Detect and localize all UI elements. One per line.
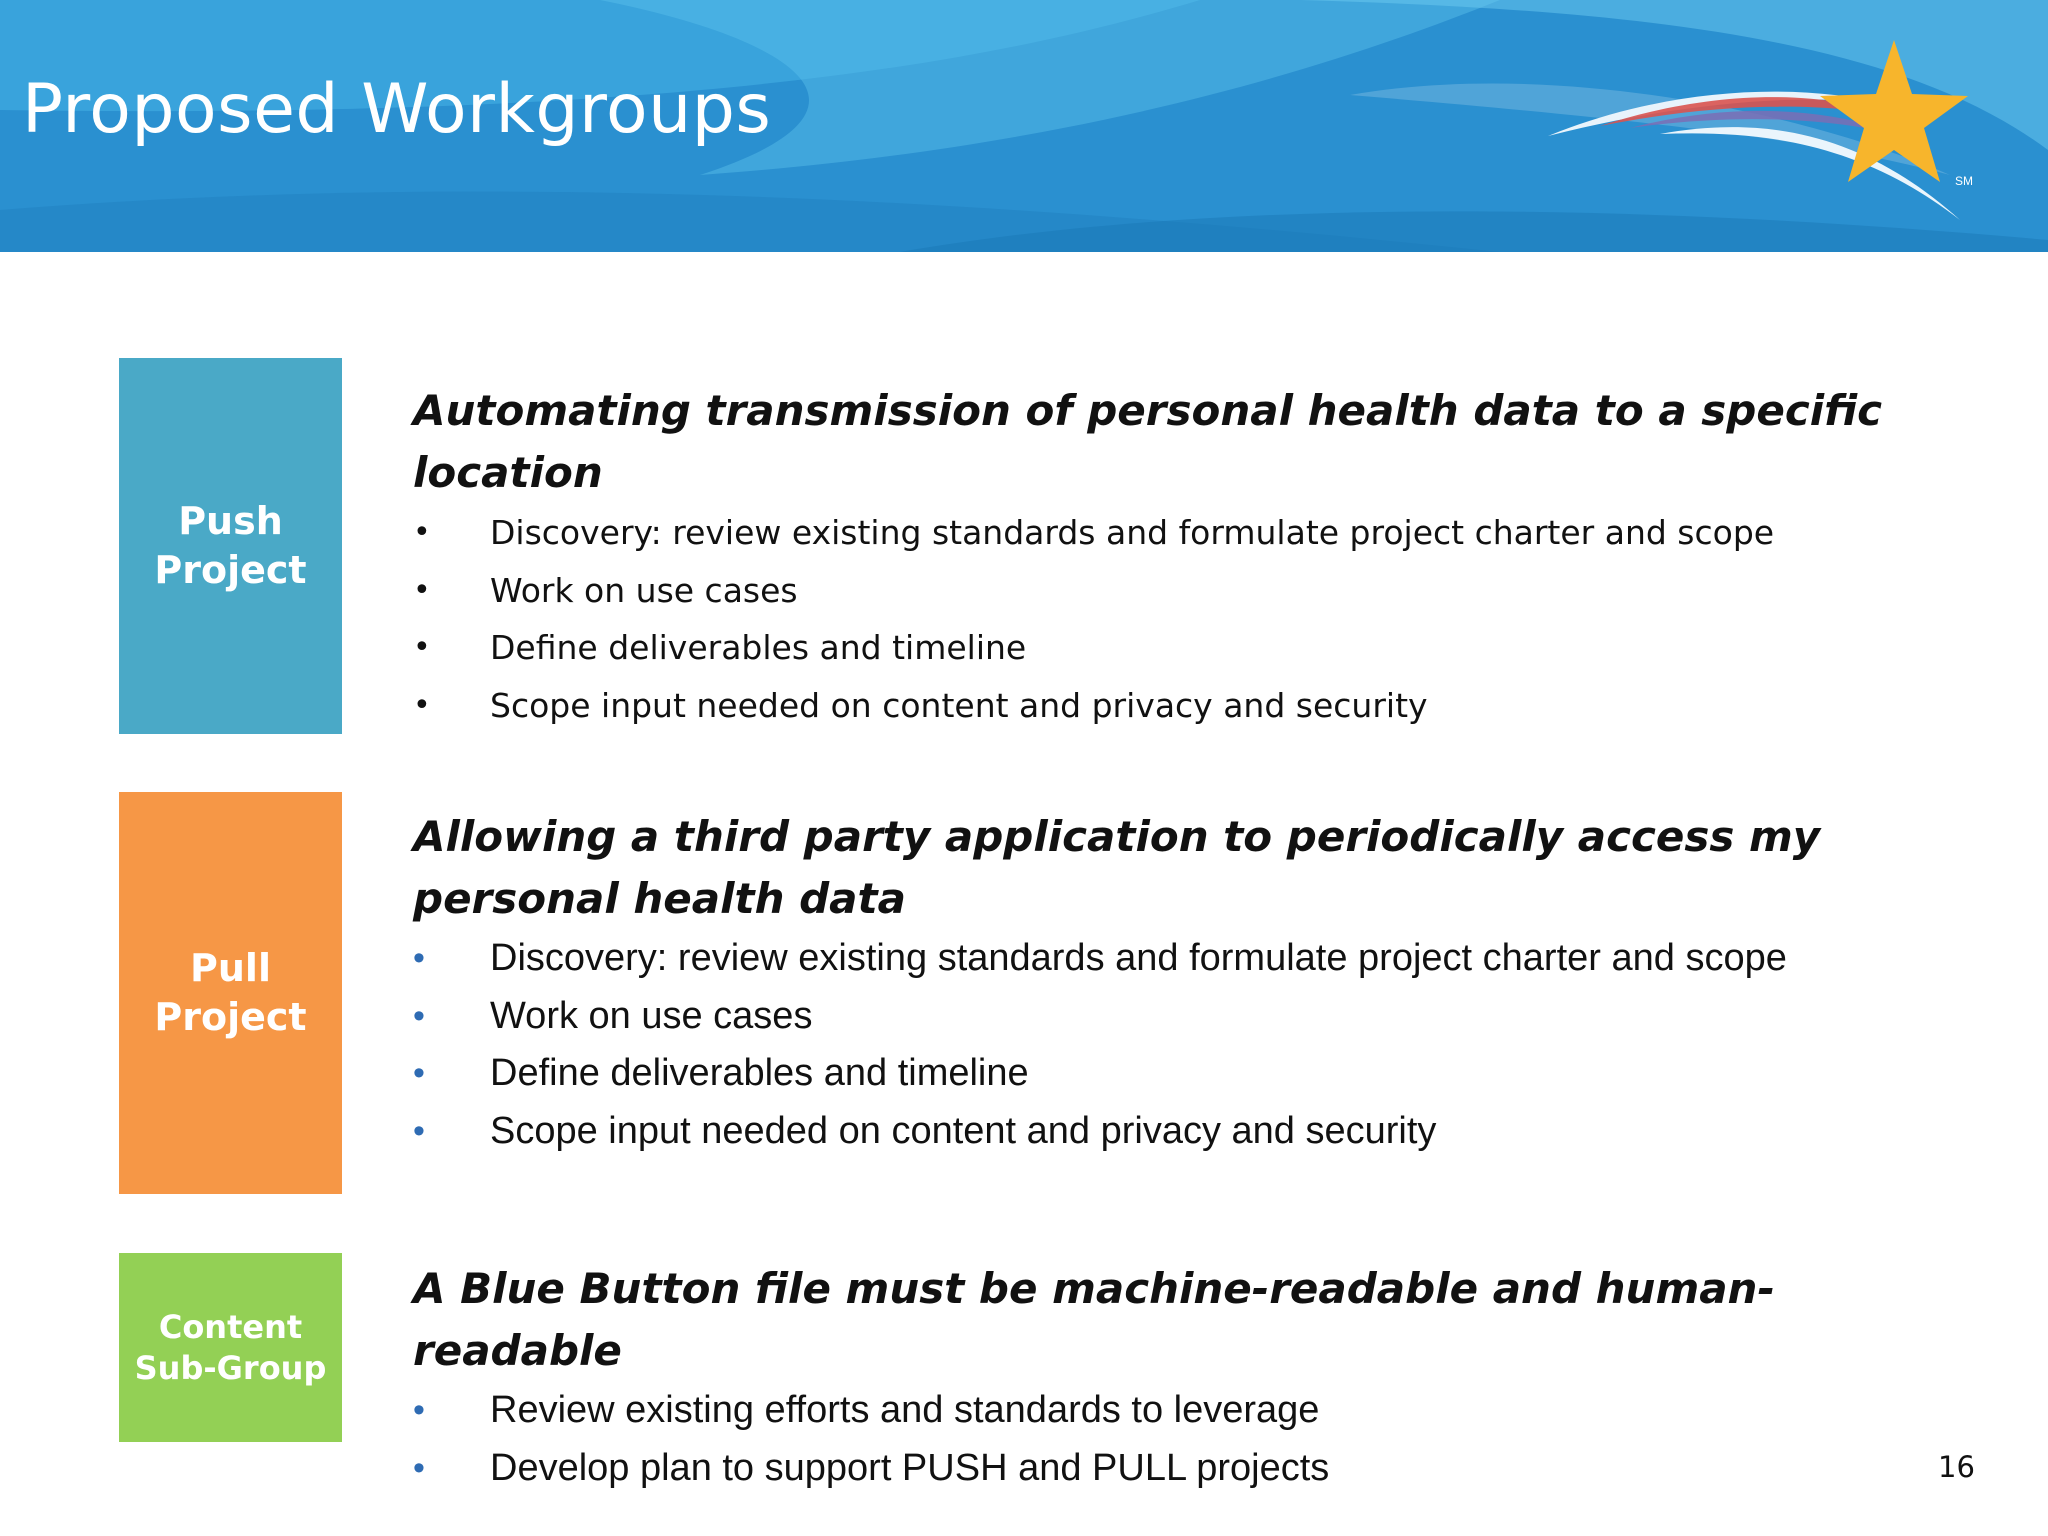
service-mark: SM [1955,174,1973,188]
list-item [413,677,1973,735]
pull-project-section [413,806,1973,1160]
list-item [413,1382,1973,1440]
list-item-text: Develop plan to support PUSH and PULL projects [490,1446,1330,1489]
list-item-text: Scope input needed on content and privacy and security [490,1109,1437,1152]
bullet-list [413,930,1973,1160]
list-item [413,930,1973,988]
list-item-text: Discovery: review existing standards and formulate project charter and scope [490,513,1775,552]
list-item-text: Define deliverables and timeline [490,1052,1029,1094]
list-item [413,619,1973,677]
bullet-list [413,504,1973,734]
list-item [413,988,1973,1046]
slide-header [0,0,2048,252]
list-item-text: Define deliverables and timeline [490,628,1027,667]
bullet-icon: • [413,939,425,977]
list-item-text: Review existing efforts and standards to leverage [490,1389,1320,1431]
bullet-icon: • [413,996,425,1035]
list-item-text: Scope input needed on content and privacy and security [490,685,1428,725]
bullet-icon: • [413,1111,425,1150]
list-item [413,1045,1973,1103]
list-item-text: Work on use cases [490,570,798,610]
bullet-icon: • [413,1391,425,1429]
push-project-tag [119,358,342,734]
tag-line: Push [178,499,283,544]
content-subgroup-tag [119,1253,342,1442]
tag-line: Project [154,548,307,592]
bullet-icon: • [413,630,431,665]
bullet-icon: • [413,572,431,608]
bullet-icon: • [413,687,431,723]
list-item [413,1440,1973,1498]
pull-project-tag [119,792,342,1194]
list-item [413,504,1973,562]
tag-line: Content [158,1307,303,1346]
bullet-icon: • [413,1448,425,1487]
bullet-icon: • [413,515,431,550]
list-item-text: Work on use cases [490,994,813,1037]
list-item-text: Discovery: review existing standards and formulate project charter and scope [490,937,1787,979]
tag-line: Pull [190,946,271,991]
tag-line: Sub-Group [134,1348,327,1387]
section-heading: Automating transmission of personal health data to a specific location [413,386,1883,497]
tag-line: Project [154,995,307,1039]
section-heading: A Blue Button file must be machine-readable and human-readable [413,1264,1775,1375]
slide-title: Proposed Workgroups [22,70,772,149]
bullet-list [413,1382,1973,1497]
page-number: 16 [1938,1450,1975,1484]
star-swoosh-logo-icon [1540,30,2000,230]
content-subgroup-section [413,1258,1973,1497]
list-item [413,562,1973,620]
bullet-icon: • [413,1054,425,1092]
push-project-section [413,380,1973,734]
list-item [413,1103,1973,1161]
section-heading: Allowing a third party application to periodically access my personal health data [413,812,1821,923]
